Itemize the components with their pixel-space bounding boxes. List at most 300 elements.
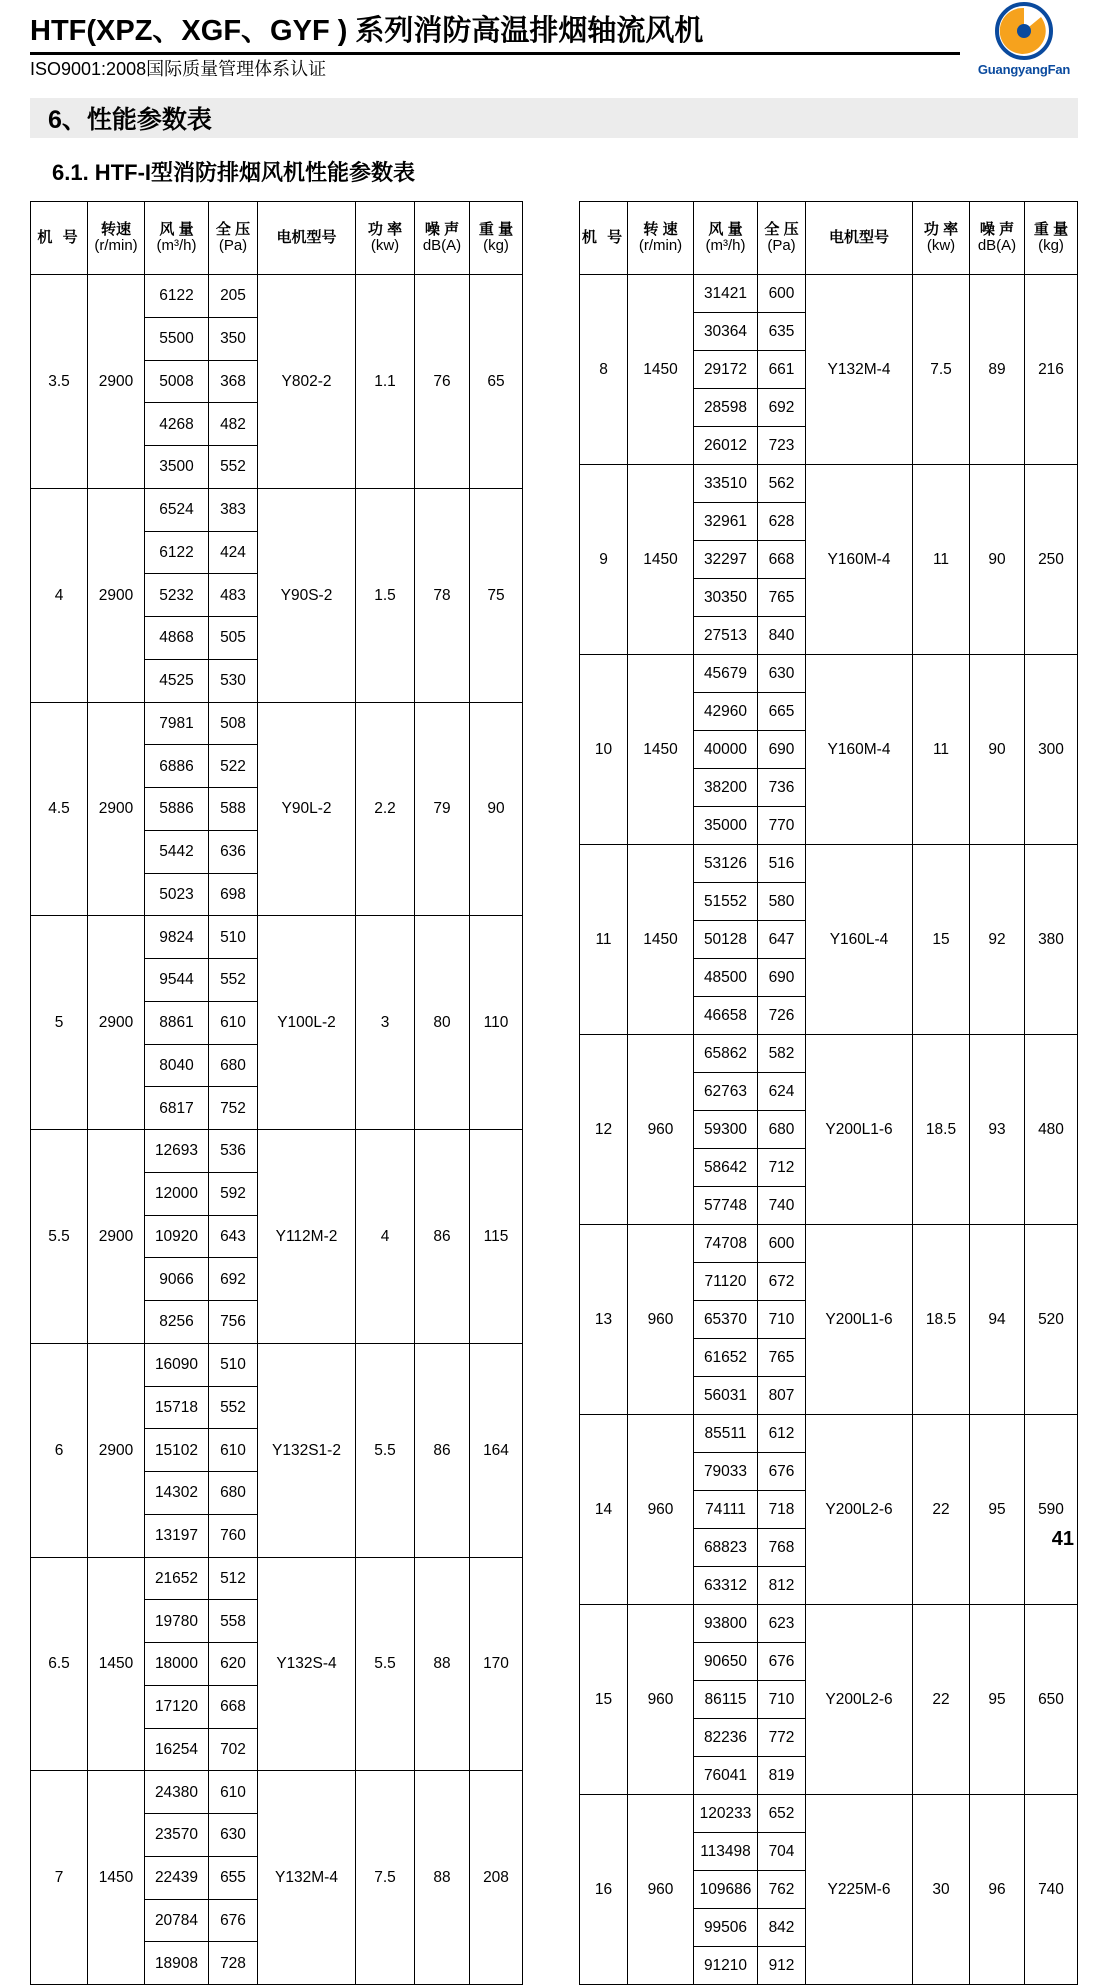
- cell-pressure: 772: [758, 1719, 806, 1757]
- cell-weight: 480: [1025, 1035, 1078, 1225]
- cell-flow: 16254: [145, 1728, 209, 1771]
- cell-flow: 93800: [694, 1605, 758, 1643]
- cell-pressure: 636: [209, 830, 258, 873]
- cell-pressure: 680: [209, 1472, 258, 1515]
- cell-pressure: 350: [209, 317, 258, 360]
- cell-motor-model: Y200L2-6: [806, 1605, 913, 1795]
- cell-pressure: 765: [758, 1339, 806, 1377]
- cell-model: 7: [31, 1771, 88, 1985]
- cell-noise: 94: [970, 1225, 1025, 1415]
- cell-pressure: 728: [209, 1942, 258, 1985]
- cell-flow: 5442: [145, 830, 209, 873]
- cell-flow: 6886: [145, 745, 209, 788]
- page-header: [30, 0, 1078, 92]
- cell-flow: 38200: [694, 769, 758, 807]
- col-head-noise: 噪 声 dB(A): [970, 202, 1025, 275]
- cell-flow: 12000: [145, 1172, 209, 1215]
- cell-flow: 45679: [694, 655, 758, 693]
- cell-flow: 6817: [145, 1087, 209, 1130]
- cell-flow: 17120: [145, 1685, 209, 1728]
- cell-speed: 2900: [88, 1343, 145, 1557]
- cell-flow: 10920: [145, 1215, 209, 1258]
- cell-pressure: 624: [758, 1073, 806, 1111]
- cell-flow: 20784: [145, 1899, 209, 1942]
- cell-pressure: 424: [209, 531, 258, 574]
- cell-noise: 88: [415, 1557, 470, 1771]
- cell-flow: 61652: [694, 1339, 758, 1377]
- cell-model: 4: [31, 488, 88, 702]
- cell-pressure: 756: [209, 1301, 258, 1344]
- cell-flow: 18908: [145, 1942, 209, 1985]
- cell-speed: 1450: [88, 1557, 145, 1771]
- cell-pressure: 368: [209, 360, 258, 403]
- cell-pressure: 762: [758, 1871, 806, 1909]
- performance-tables: [30, 201, 1078, 1985]
- cell-pressure: 840: [758, 617, 806, 655]
- cell-pressure: 643: [209, 1215, 258, 1258]
- cell-flow: 9544: [145, 959, 209, 1002]
- cell-pressure: 676: [758, 1453, 806, 1491]
- subsection-heading: 6.1. HTF-I型消防排烟风机性能参数表: [52, 160, 416, 185]
- cell-power: 11: [913, 655, 970, 845]
- cell-flow: 46658: [694, 997, 758, 1035]
- cell-flow: 32297: [694, 541, 758, 579]
- cell-flow: 23570: [145, 1814, 209, 1857]
- cell-flow: 30350: [694, 579, 758, 617]
- cell-flow: 31421: [694, 275, 758, 313]
- cell-pressure: 655: [209, 1856, 258, 1899]
- table-row: [31, 275, 523, 318]
- cell-model: 11: [580, 845, 628, 1035]
- col-head-pressure: 全 压 (Pa): [758, 202, 806, 275]
- cell-pressure: 842: [758, 1909, 806, 1947]
- cell-motor-model: Y132M-4: [258, 1771, 356, 1985]
- cell-pressure: 736: [758, 769, 806, 807]
- cell-flow: 57748: [694, 1187, 758, 1225]
- page-number: 41: [1051, 1528, 1074, 1550]
- cell-pressure: 702: [209, 1728, 258, 1771]
- cell-flow: 56031: [694, 1377, 758, 1415]
- company-logo: [970, 2, 1078, 77]
- table-row: [580, 1035, 1078, 1073]
- cell-pressure: 680: [209, 1044, 258, 1087]
- cell-speed: 1450: [628, 845, 694, 1035]
- cell-flow: 74111: [694, 1491, 758, 1529]
- performance-table-right: [579, 201, 1078, 1985]
- cell-model: 6.5: [31, 1557, 88, 1771]
- cell-speed: 2900: [88, 275, 145, 489]
- header-divider: [30, 52, 960, 55]
- cell-pressure: 712: [758, 1149, 806, 1187]
- cell-flow: 50128: [694, 921, 758, 959]
- col-head-motor: 电机型号: [806, 202, 913, 275]
- cell-pressure: 668: [758, 541, 806, 579]
- table-row: [31, 1343, 523, 1386]
- cell-speed: 1450: [628, 275, 694, 465]
- cell-motor-model: Y160M-4: [806, 655, 913, 845]
- cell-flow: 6122: [145, 275, 209, 318]
- cell-flow: 51552: [694, 883, 758, 921]
- cell-pressure: 723: [758, 427, 806, 465]
- cell-motor-model: Y225M-6: [806, 1795, 913, 1985]
- cell-weight: 216: [1025, 275, 1078, 465]
- cell-speed: 2900: [88, 488, 145, 702]
- col-head-power: 功 率 (kw): [356, 202, 415, 275]
- cell-weight: 75: [470, 488, 523, 702]
- cell-flow: 71120: [694, 1263, 758, 1301]
- cell-flow: 76041: [694, 1757, 758, 1795]
- cell-power: 18.5: [913, 1225, 970, 1415]
- cell-pressure: 912: [758, 1947, 806, 1985]
- cell-weight: 110: [470, 916, 523, 1130]
- cell-pressure: 580: [758, 883, 806, 921]
- cell-flow: 42960: [694, 693, 758, 731]
- cell-weight: 250: [1025, 465, 1078, 655]
- cell-noise: 79: [415, 702, 470, 916]
- cell-power: 5.5: [356, 1557, 415, 1771]
- cell-pressure: 760: [209, 1514, 258, 1557]
- col-head-model: 机 号: [580, 202, 628, 275]
- table-row: [580, 655, 1078, 693]
- cell-flow: 62763: [694, 1073, 758, 1111]
- cell-flow: 8040: [145, 1044, 209, 1087]
- cell-pressure: 672: [758, 1263, 806, 1301]
- col-head-speed: 转速 (r/min): [88, 202, 145, 275]
- cell-flow: 4268: [145, 403, 209, 446]
- cell-power: 1.1: [356, 275, 415, 489]
- cell-pressure: 630: [758, 655, 806, 693]
- table-header-row: [31, 202, 523, 275]
- col-head-model: 机 号: [31, 202, 88, 275]
- table-row: [31, 1771, 523, 1814]
- cell-flow: 35000: [694, 807, 758, 845]
- cell-pressure: 690: [758, 959, 806, 997]
- cell-speed: 2900: [88, 916, 145, 1130]
- cell-motor-model: Y200L2-6: [806, 1415, 913, 1605]
- cell-noise: 95: [970, 1605, 1025, 1795]
- cell-flow: 18000: [145, 1643, 209, 1686]
- cell-flow: 59300: [694, 1111, 758, 1149]
- cell-motor-model: Y90L-2: [258, 702, 356, 916]
- cell-pressure: 710: [758, 1681, 806, 1719]
- cell-flow: 58642: [694, 1149, 758, 1187]
- cell-model: 5: [31, 916, 88, 1130]
- cell-weight: 650: [1025, 1605, 1078, 1795]
- cell-flow: 6524: [145, 488, 209, 531]
- logo-mark-icon: [995, 2, 1053, 60]
- cell-model: 12: [580, 1035, 628, 1225]
- cell-flow: 28598: [694, 389, 758, 427]
- col-head-weight: 重 量 (kg): [470, 202, 523, 275]
- cell-pressure: 710: [758, 1301, 806, 1339]
- cell-motor-model: Y112M-2: [258, 1130, 356, 1344]
- cell-speed: 2900: [88, 1130, 145, 1344]
- col-head-power: 功 率 (kw): [913, 202, 970, 275]
- cell-pressure: 512: [209, 1557, 258, 1600]
- cell-speed: 1450: [88, 1771, 145, 1985]
- cell-motor-model: Y90S-2: [258, 488, 356, 702]
- cell-flow: 7981: [145, 702, 209, 745]
- cell-flow: 19780: [145, 1600, 209, 1643]
- cell-speed: 960: [628, 1415, 694, 1605]
- cell-noise: 86: [415, 1130, 470, 1344]
- cell-flow: 40000: [694, 731, 758, 769]
- cell-pressure: 562: [758, 465, 806, 503]
- cell-noise: 95: [970, 1415, 1025, 1605]
- table-row: [580, 275, 1078, 313]
- cell-power: 15: [913, 845, 970, 1035]
- cell-noise: 96: [970, 1795, 1025, 1985]
- cell-model: 3.5: [31, 275, 88, 489]
- cell-motor-model: Y200L1-6: [806, 1225, 913, 1415]
- table-row: [31, 488, 523, 531]
- section-heading-title: 6、性能参数表: [48, 106, 212, 134]
- cell-noise: 76: [415, 275, 470, 489]
- table-header-row: [580, 202, 1078, 275]
- cell-noise: 90: [970, 655, 1025, 845]
- table-body-right: [580, 275, 1078, 1985]
- cell-model: 9: [580, 465, 628, 655]
- col-head-pressure: 全 压 (Pa): [209, 202, 258, 275]
- cell-weight: 90: [470, 702, 523, 916]
- table-row: [580, 1225, 1078, 1263]
- cell-pressure: 600: [758, 1225, 806, 1263]
- cell-weight: 590: [1025, 1415, 1078, 1605]
- cell-pressure: 635: [758, 313, 806, 351]
- cell-power: 22: [913, 1415, 970, 1605]
- col-head-motor: 电机型号: [258, 202, 356, 275]
- cell-pressure: 680: [758, 1111, 806, 1149]
- cell-flow: 90650: [694, 1643, 758, 1681]
- table-row: [31, 916, 523, 959]
- cell-flow: 9066: [145, 1258, 209, 1301]
- cell-pressure: 812: [758, 1567, 806, 1605]
- cell-flow: 26012: [694, 427, 758, 465]
- cell-pressure: 698: [209, 873, 258, 916]
- cell-pressure: 600: [758, 275, 806, 313]
- cell-flow: 91210: [694, 1947, 758, 1985]
- cell-speed: 960: [628, 1795, 694, 1985]
- cell-pressure: 530: [209, 659, 258, 702]
- cell-flow: 22439: [145, 1856, 209, 1899]
- table-row: [31, 1130, 523, 1173]
- cell-flow: 9824: [145, 916, 209, 959]
- cell-flow: 65862: [694, 1035, 758, 1073]
- cell-pressure: 592: [209, 1172, 258, 1215]
- cell-model: 13: [580, 1225, 628, 1415]
- cell-motor-model: Y100L-2: [258, 916, 356, 1130]
- cell-pressure: 510: [209, 1343, 258, 1386]
- table-row: [31, 1557, 523, 1600]
- cell-flow: 32961: [694, 503, 758, 541]
- performance-table-left: [30, 201, 523, 1985]
- cell-flow: 3500: [145, 446, 209, 489]
- cell-flow: 13197: [145, 1514, 209, 1557]
- cell-pressure: 676: [758, 1643, 806, 1681]
- cell-pressure: 552: [209, 959, 258, 1002]
- cell-pressure: 690: [758, 731, 806, 769]
- cell-flow: 53126: [694, 845, 758, 883]
- cell-flow: 113498: [694, 1833, 758, 1871]
- cell-pressure: 612: [758, 1415, 806, 1453]
- cell-model: 15: [580, 1605, 628, 1795]
- col-head-speed: 转 速 (r/min): [628, 202, 694, 275]
- cell-pressure: 665: [758, 693, 806, 731]
- table-row: [580, 1605, 1078, 1643]
- cell-flow: 14302: [145, 1472, 209, 1515]
- cell-power: 18.5: [913, 1035, 970, 1225]
- cell-noise: 88: [415, 1771, 470, 1985]
- cell-weight: 520: [1025, 1225, 1078, 1415]
- cell-speed: 960: [628, 1225, 694, 1415]
- col-head-flow: 风 量 (m³/h): [145, 202, 209, 275]
- cell-flow: 5023: [145, 873, 209, 916]
- cell-weight: 208: [470, 1771, 523, 1985]
- cell-pressure: 623: [758, 1605, 806, 1643]
- cell-model: 4.5: [31, 702, 88, 916]
- cell-pressure: 505: [209, 617, 258, 660]
- cell-pressure: 620: [209, 1643, 258, 1686]
- cell-pressure: 610: [209, 1429, 258, 1472]
- cell-pressure: 588: [209, 788, 258, 831]
- cell-pressure: 522: [209, 745, 258, 788]
- cell-flow: 65370: [694, 1301, 758, 1339]
- cell-power: 11: [913, 465, 970, 655]
- col-head-weight: 重 量 (kg): [1025, 202, 1078, 275]
- cell-weight: 164: [470, 1343, 523, 1557]
- cell-pressure: 610: [209, 1771, 258, 1814]
- cell-noise: 78: [415, 488, 470, 702]
- cell-weight: 115: [470, 1130, 523, 1344]
- cell-power: 7.5: [356, 1771, 415, 1985]
- logo-text: GuangyangFan: [977, 62, 1071, 77]
- cell-flow: 86115: [694, 1681, 758, 1719]
- cell-speed: 1450: [628, 465, 694, 655]
- cell-flow: 12693: [145, 1130, 209, 1173]
- table-row: [31, 702, 523, 745]
- cell-model: 6: [31, 1343, 88, 1557]
- cell-pressure: 630: [209, 1814, 258, 1857]
- cell-power: 4: [356, 1130, 415, 1344]
- cell-flow: 16090: [145, 1343, 209, 1386]
- table-row: [580, 845, 1078, 883]
- cell-flow: 15718: [145, 1386, 209, 1429]
- cell-pressure: 676: [209, 1899, 258, 1942]
- cell-motor-model: Y802-2: [258, 275, 356, 489]
- cell-flow: 99506: [694, 1909, 758, 1947]
- cell-weight: 380: [1025, 845, 1078, 1035]
- cell-power: 30: [913, 1795, 970, 1985]
- cell-pressure: 582: [758, 1035, 806, 1073]
- table-body-left: [31, 275, 523, 1985]
- cell-power: 7.5: [913, 275, 970, 465]
- cell-flow: 5008: [145, 360, 209, 403]
- cell-pressure: 765: [758, 579, 806, 617]
- cell-model: 8: [580, 275, 628, 465]
- cell-noise: 89: [970, 275, 1025, 465]
- cell-power: 5.5: [356, 1343, 415, 1557]
- col-head-flow: 风 量 (m³/h): [694, 202, 758, 275]
- cell-flow: 48500: [694, 959, 758, 997]
- cell-flow: 4868: [145, 617, 209, 660]
- cell-flow: 5886: [145, 788, 209, 831]
- cell-flow: 30364: [694, 313, 758, 351]
- cell-flow: 29172: [694, 351, 758, 389]
- cell-flow: 24380: [145, 1771, 209, 1814]
- cell-pressure: 661: [758, 351, 806, 389]
- cell-pressure: 770: [758, 807, 806, 845]
- cell-pressure: 692: [758, 389, 806, 427]
- cell-pressure: 692: [209, 1258, 258, 1301]
- cell-weight: 65: [470, 275, 523, 489]
- cell-flow: 6122: [145, 531, 209, 574]
- section-heading-bar: [30, 98, 1078, 138]
- cell-pressure: 516: [758, 845, 806, 883]
- cell-model: 14: [580, 1415, 628, 1605]
- cell-weight: 300: [1025, 655, 1078, 845]
- cell-pressure: 536: [209, 1130, 258, 1173]
- cell-pressure: 205: [209, 275, 258, 318]
- cell-noise: 86: [415, 1343, 470, 1557]
- table-row: [580, 1415, 1078, 1453]
- document-title: HTF(XPZ、XGF、GYF ) 系列消防高温排烟轴流风机: [30, 15, 704, 47]
- cell-noise: 80: [415, 916, 470, 1130]
- cell-pressure: 552: [209, 1386, 258, 1429]
- cell-motor-model: Y200L1-6: [806, 1035, 913, 1225]
- cell-flow: 79033: [694, 1453, 758, 1491]
- cell-flow: 63312: [694, 1567, 758, 1605]
- cell-power: 1.5: [356, 488, 415, 702]
- col-head-noise: 噪 声 dB(A): [415, 202, 470, 275]
- cell-pressure: 508: [209, 702, 258, 745]
- cell-flow: 15102: [145, 1429, 209, 1472]
- cell-flow: 120233: [694, 1795, 758, 1833]
- cell-flow: 109686: [694, 1871, 758, 1909]
- cell-flow: 5232: [145, 574, 209, 617]
- cell-flow: 33510: [694, 465, 758, 503]
- cell-speed: 2900: [88, 702, 145, 916]
- cell-pressure: 482: [209, 403, 258, 446]
- table-row: [580, 1795, 1078, 1833]
- cell-power: 2.2: [356, 702, 415, 916]
- cell-pressure: 740: [758, 1187, 806, 1225]
- cell-pressure: 726: [758, 997, 806, 1035]
- cell-flow: 4525: [145, 659, 209, 702]
- cell-pressure: 383: [209, 488, 258, 531]
- cell-flow: 21652: [145, 1557, 209, 1600]
- cell-pressure: 752: [209, 1087, 258, 1130]
- cell-flow: 68823: [694, 1529, 758, 1567]
- cell-pressure: 807: [758, 1377, 806, 1415]
- cell-motor-model: Y132M-4: [806, 275, 913, 465]
- cell-weight: 740: [1025, 1795, 1078, 1985]
- cell-flow: 8861: [145, 1001, 209, 1044]
- certification-line: ISO9001:2008国际质量管理体系认证: [30, 59, 327, 79]
- cell-pressure: 652: [758, 1795, 806, 1833]
- cell-pressure: 610: [209, 1001, 258, 1044]
- cell-flow: 85511: [694, 1415, 758, 1453]
- cell-pressure: 483: [209, 574, 258, 617]
- cell-speed: 960: [628, 1605, 694, 1795]
- cell-model: 10: [580, 655, 628, 845]
- cell-weight: 170: [470, 1557, 523, 1771]
- cell-flow: 82236: [694, 1719, 758, 1757]
- cell-motor-model: Y132S-4: [258, 1557, 356, 1771]
- cell-motor-model: Y160L-4: [806, 845, 913, 1035]
- table-row: [580, 465, 1078, 503]
- cell-pressure: 718: [758, 1491, 806, 1529]
- cell-speed: 1450: [628, 655, 694, 845]
